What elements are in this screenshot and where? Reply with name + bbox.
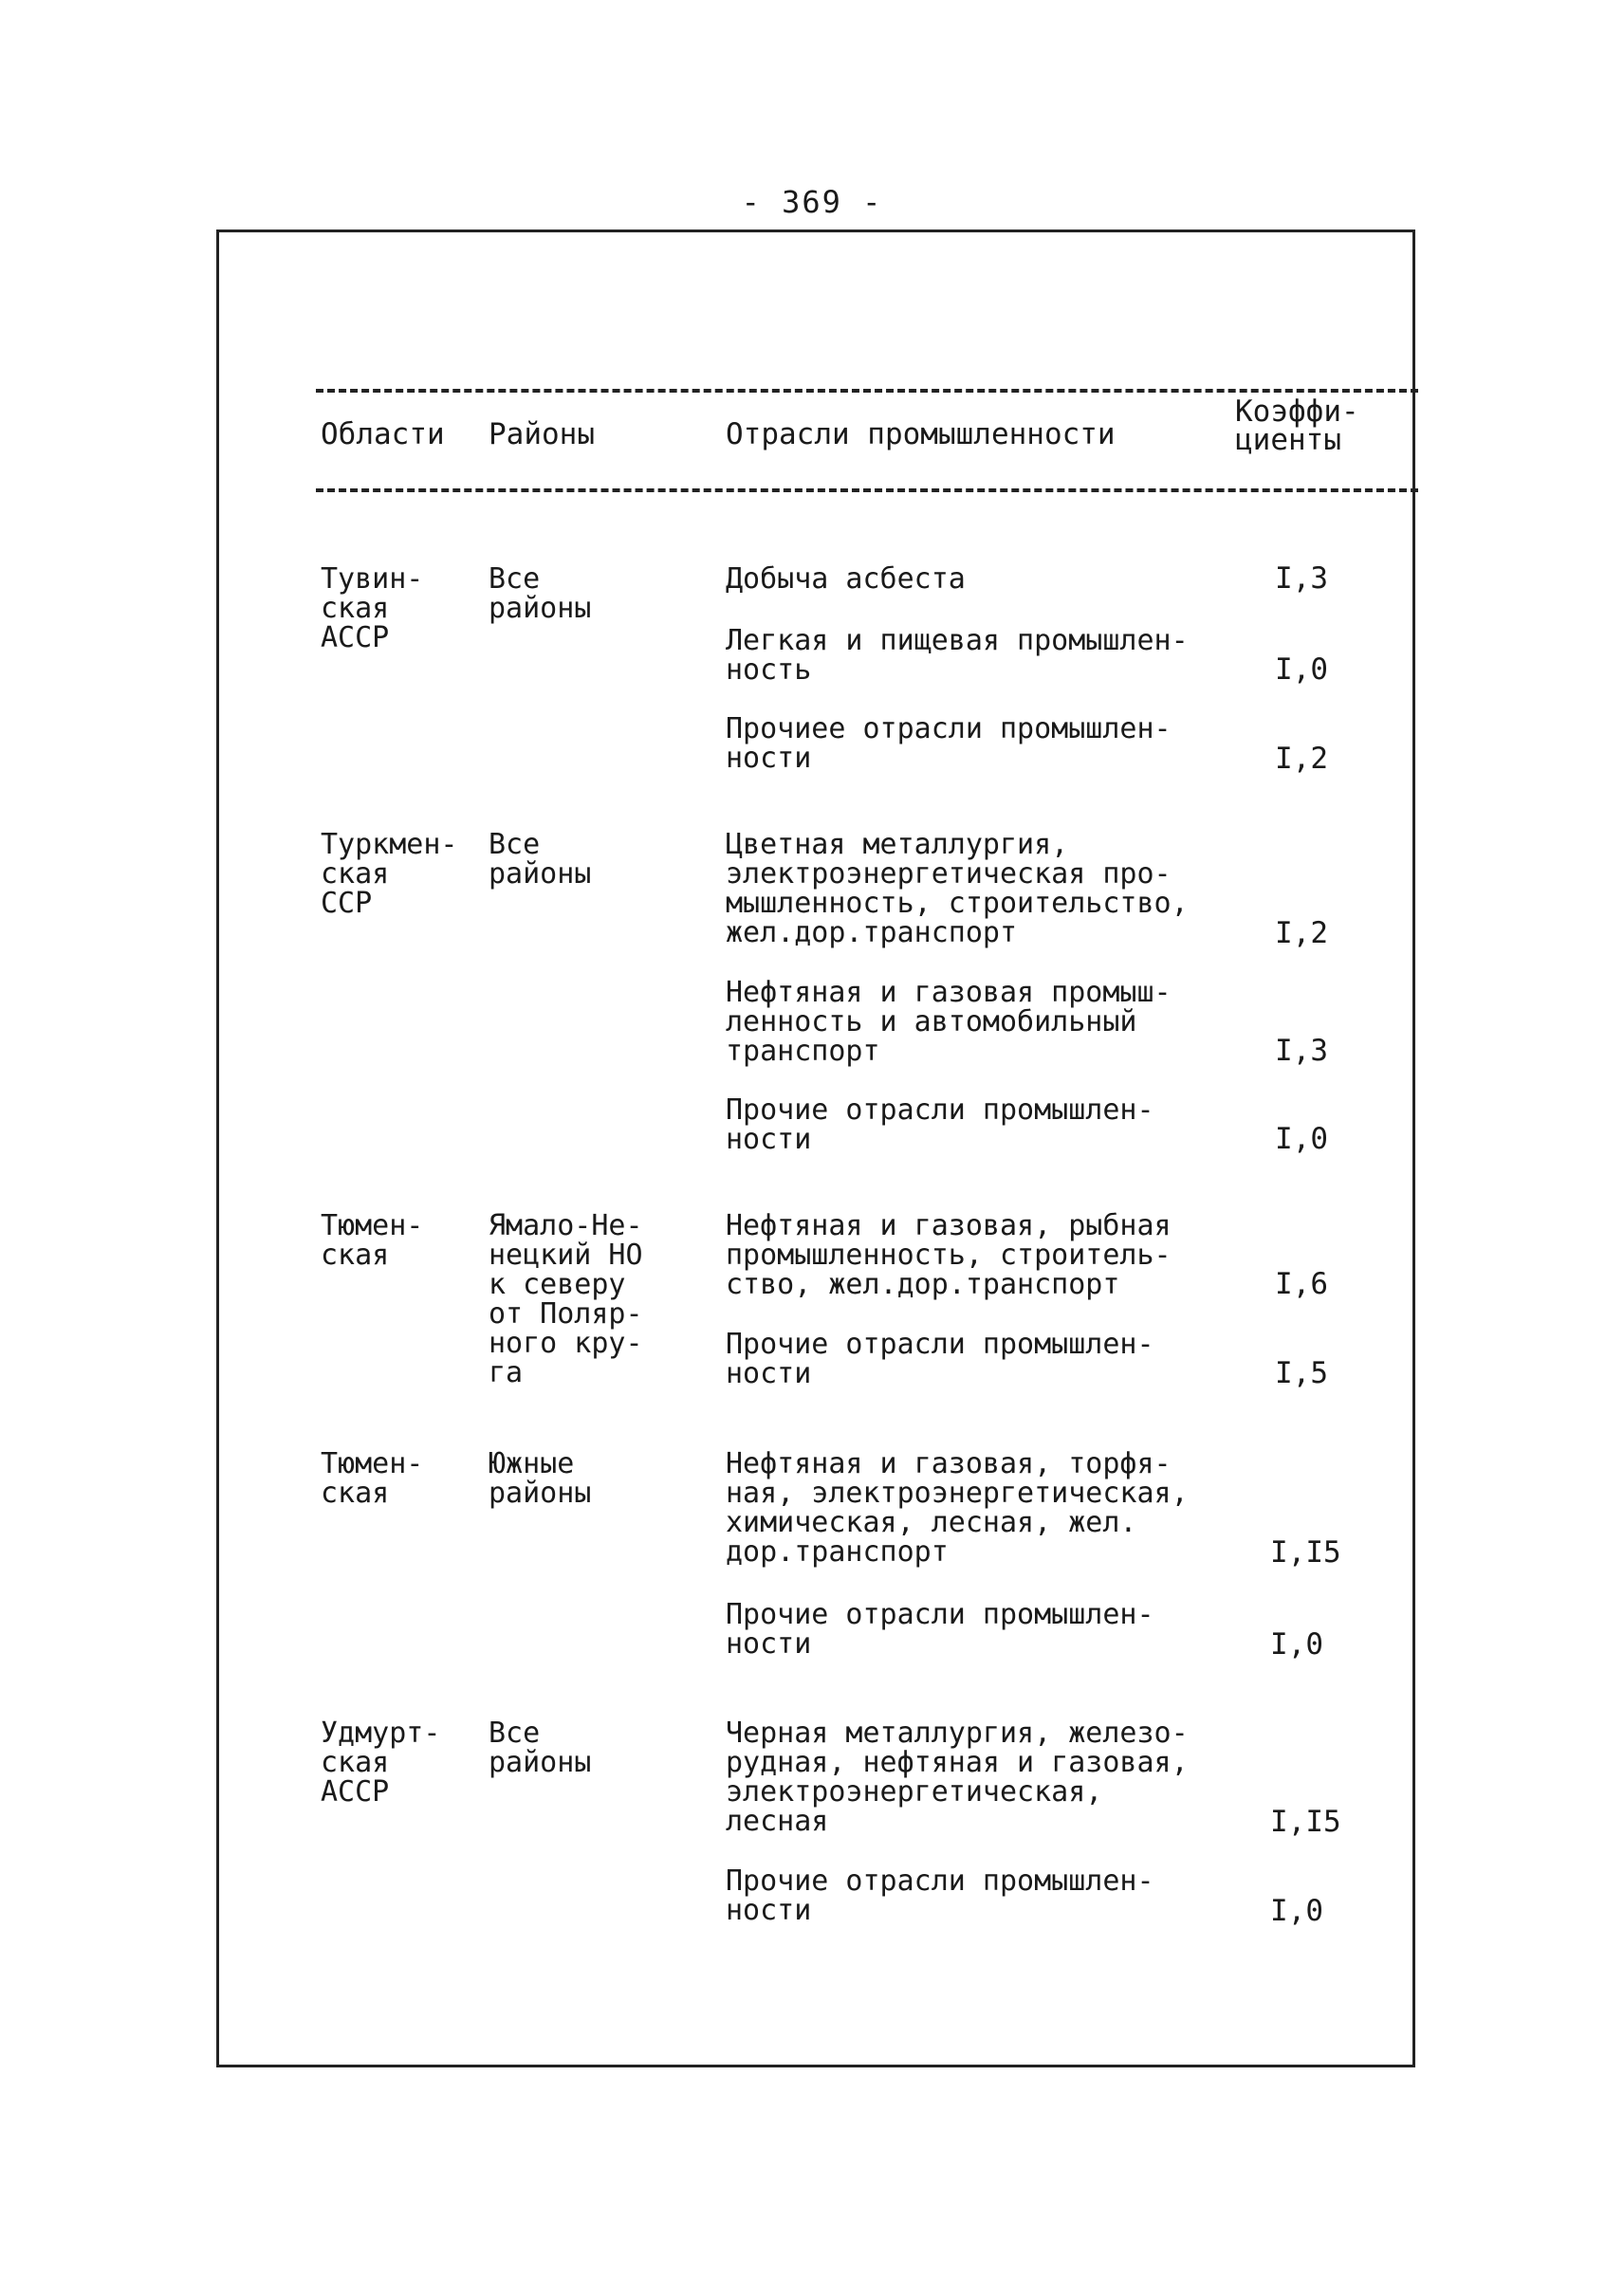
region-cell: Тюмен- ская	[321, 1447, 424, 1510]
industry-cell: Легкая и пищевая промышлен- ность	[726, 624, 1189, 687]
header-regions: Области	[321, 417, 445, 451]
district-cell: Все районы	[489, 1717, 592, 1779]
district-cell: Все районы	[489, 828, 592, 891]
district-cell: Южные районы	[489, 1447, 592, 1510]
region-cell: Удмурт- ская АССР	[321, 1717, 441, 1809]
industry-cell: Нефтяная и газовая промыш- ленность и автомобильный транспорт	[726, 976, 1172, 1068]
industry-cell: Нефтяная и газовая, рыбная промышленность, строитель- ство, жел.дор.транспорт	[726, 1209, 1172, 1301]
region-cell: Тюмен- ская	[321, 1209, 424, 1272]
district-cell: Все районы	[489, 562, 592, 625]
header-top-rule	[316, 389, 1418, 393]
district-cell: Ямало-Не- нецкий НО к северу от Поляр- ного кру- га	[489, 1209, 643, 1389]
industry-cell: Цветная металлургия, электроэнергетическая про- мышленность, строительство, жел.дор.транспорт	[726, 828, 1189, 949]
region-cell: Туркмен- ская ССР	[321, 828, 458, 920]
industry-cell: Прочие отрасли промышлен- ности	[726, 1328, 1154, 1390]
coefficient-cell: I,3	[1275, 561, 1328, 596]
header-industries: Отрасли промышленности	[726, 417, 1116, 451]
coefficient-cell: I,0	[1275, 1122, 1328, 1156]
coefficient-cell: I,0	[1270, 1894, 1323, 1928]
industry-cell: Черная металлургия, железо- рудная, нефтяная и газовая, электроэнергетическая, лесная	[726, 1717, 1189, 1838]
industry-cell: Прочие отрасли промышлен- ности	[726, 1093, 1154, 1156]
coefficient-cell: I,I5	[1270, 1535, 1341, 1570]
industry-cell: Прочие отрасли промышлен- ности	[726, 1598, 1154, 1661]
region-cell: Тувин- ская АССР	[321, 562, 424, 654]
coefficient-cell: I,2	[1275, 742, 1328, 776]
industry-cell: Прочие отрасли промышлен- ности	[726, 1864, 1154, 1927]
coefficient-cell: I,5	[1275, 1356, 1328, 1390]
industry-cell: Нефтяная и газовая, торфя- ная, электроэнергетическая, химическая, лесная, жел. дор.транспорт	[726, 1447, 1189, 1569]
header-districts: Районы	[489, 417, 595, 451]
header-bottom-rule	[316, 488, 1418, 492]
coefficient-cell: I,6	[1275, 1267, 1328, 1301]
coefficient-cell: I,3	[1275, 1034, 1328, 1068]
coefficient-cell: I,0	[1270, 1627, 1323, 1662]
table-frame	[216, 230, 1415, 2067]
page-number: - 369 -	[741, 184, 883, 220]
header-coefficients: Коэффи- циенты	[1235, 395, 1359, 457]
coefficient-cell: I,0	[1275, 652, 1328, 687]
industry-cell: Прочиее отрасли промышлен- ности	[726, 712, 1172, 775]
coefficient-cell: I,I5	[1270, 1805, 1341, 1839]
coefficient-cell: I,2	[1275, 916, 1328, 950]
industry-cell: Добыча асбеста	[726, 562, 966, 596]
